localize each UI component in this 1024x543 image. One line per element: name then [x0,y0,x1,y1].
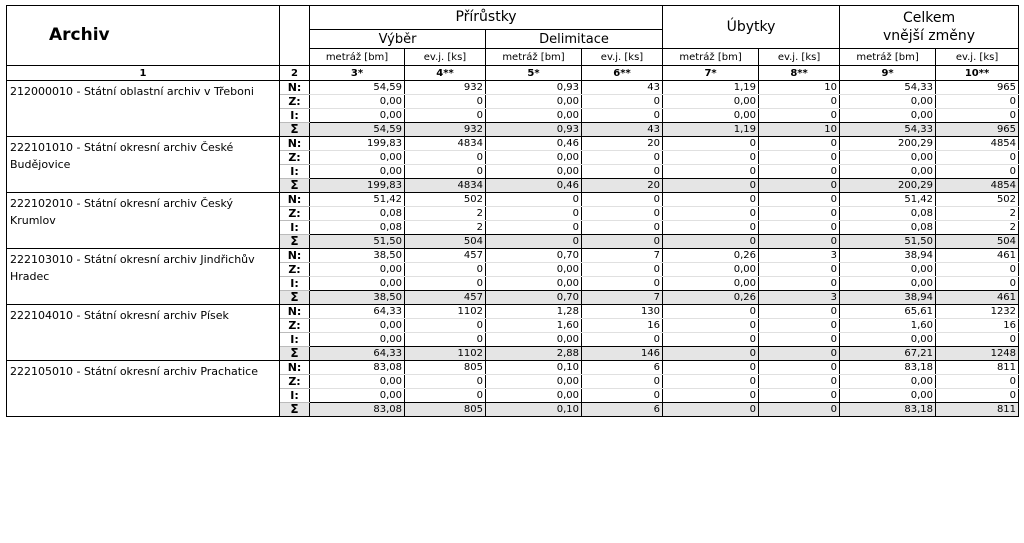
value-cell: 200,29 [840,179,936,193]
value-cell: 200,29 [840,137,936,151]
value-cell: 54,59 [310,123,405,137]
value-cell: 10 [759,123,840,137]
value-cell: 0 [936,389,1019,403]
sum-label: Σ [280,291,310,305]
value-cell: 0 [759,193,840,207]
value-cell: 0 [759,375,840,389]
value-cell: 0,26 [663,249,759,263]
value-cell: 54,59 [310,81,405,95]
value-cell: 10 [759,81,840,95]
value-cell: 4834 [405,179,486,193]
row-type-label: I: [280,165,310,179]
value-cell: 4854 [936,137,1019,151]
archive-name: 222101010 - Státní okresní archiv České Budějovice [7,137,280,193]
value-cell: 0,00 [840,277,936,291]
column-index-row [7,66,1019,81]
value-cell: 0 [582,165,663,179]
column-index: 5* [486,66,582,81]
value-cell: 0,00 [486,95,582,109]
row-type-label: N: [280,249,310,263]
value-cell: 0,08 [840,221,936,235]
sum-label: Σ [280,179,310,193]
value-cell: 0 [663,207,759,221]
value-cell: 7 [582,249,663,263]
value-cell: 0,00 [840,165,936,179]
value-cell: 0 [663,165,759,179]
value-cell: 20 [582,137,663,151]
value-cell: 0,00 [486,389,582,403]
row-type-label: Z: [280,263,310,277]
value-cell: 1232 [936,305,1019,319]
value-cell: 1102 [405,305,486,319]
value-cell: 457 [405,291,486,305]
value-cell: 0 [936,277,1019,291]
value-cell: 0 [405,277,486,291]
value-cell: 965 [936,81,1019,95]
value-cell: 38,94 [840,249,936,263]
value-cell: 0 [405,333,486,347]
value-cell: 51,42 [840,193,936,207]
value-cell: 932 [405,81,486,95]
value-cell: 0,00 [840,109,936,123]
prirustky-header: Přírůstky [310,6,663,30]
value-cell: 4854 [936,179,1019,193]
column-index: 8** [759,66,840,81]
value-cell: 43 [582,123,663,137]
value-cell: 0,00 [310,95,405,109]
value-cell: 0,00 [663,95,759,109]
value-cell: 0 [759,109,840,123]
value-cell: 43 [582,81,663,95]
value-cell: 0,00 [310,389,405,403]
value-cell: 2 [936,207,1019,221]
value-cell: 0,00 [663,277,759,291]
value-cell: 502 [936,193,1019,207]
row-type-label: I: [280,221,310,235]
value-cell: 0,00 [310,151,405,165]
value-cell: 0 [759,165,840,179]
value-cell: 932 [405,123,486,137]
row-type-label: I: [280,333,310,347]
value-cell: 1,28 [486,305,582,319]
value-cell: 83,18 [840,403,936,417]
value-cell: 0 [405,319,486,333]
value-cell: 7 [582,291,663,305]
value-cell: 2 [405,207,486,221]
value-cell: 1,60 [486,319,582,333]
ubytky-header: Úbytky [663,6,840,49]
value-cell: 3 [759,291,840,305]
column-index: 6** [582,66,663,81]
value-cell: 0 [582,207,663,221]
value-cell: 0,08 [310,207,405,221]
value-cell: 0 [663,361,759,375]
sum-label: Σ [280,403,310,417]
row-type-label: N: [280,361,310,375]
value-cell: 0,00 [486,263,582,277]
value-cell: 0,70 [486,291,582,305]
column-index: 1 [7,66,280,81]
value-cell: 54,33 [840,123,936,137]
value-cell: 504 [936,235,1019,249]
column-header: metráž [bm] [486,49,582,66]
value-cell: 0 [759,333,840,347]
archive-name: 222105010 - Státní okresní archiv Prachatice [7,361,280,417]
value-cell: 0,46 [486,179,582,193]
value-cell: 805 [405,361,486,375]
value-cell: 0 [582,333,663,347]
value-cell: 130 [582,305,663,319]
value-cell: 51,42 [310,193,405,207]
archiv-header: Archiv [7,6,280,66]
value-cell: 64,33 [310,305,405,319]
column-header: metráž [bm] [840,49,936,66]
value-cell: 0 [759,319,840,333]
archive-statistics-table [6,5,1019,417]
value-cell: 51,50 [840,235,936,249]
column-index: 9* [840,66,936,81]
value-cell: 0,10 [486,361,582,375]
value-cell: 146 [582,347,663,361]
value-cell: 0,00 [486,109,582,123]
value-cell: 6 [582,403,663,417]
value-cell: 0 [663,305,759,319]
row-type-label: Z: [280,95,310,109]
column-index: 7* [663,66,759,81]
row-type-label: N: [280,305,310,319]
column-header: ev.j. [ks] [936,49,1019,66]
value-cell: 0 [405,109,486,123]
value-cell: 0,00 [486,165,582,179]
column-index: 10** [936,66,1019,81]
value-cell: 0,00 [840,95,936,109]
value-cell: 0,00 [310,333,405,347]
value-cell: 1,19 [663,123,759,137]
column-index: 2 [280,66,310,81]
sum-label: Σ [280,235,310,249]
value-cell: 20 [582,179,663,193]
value-cell: 0 [663,389,759,403]
value-cell: 0 [405,389,486,403]
value-cell: 0,00 [310,165,405,179]
row-type-label: N: [280,81,310,95]
value-cell: 0 [759,221,840,235]
value-cell: 2 [936,221,1019,235]
value-cell: 3 [759,249,840,263]
value-cell: 1,19 [663,81,759,95]
archive-data-row [7,305,1019,319]
value-cell: 0 [936,165,1019,179]
value-cell: 0 [405,263,486,277]
row-type-label: N: [280,193,310,207]
value-cell: 2 [405,221,486,235]
value-cell: 0 [759,305,840,319]
value-cell: 0 [663,375,759,389]
value-cell: 0,00 [310,375,405,389]
value-cell: 0 [759,277,840,291]
value-cell: 83,18 [840,361,936,375]
value-cell: 0,08 [310,221,405,235]
value-cell: 0 [759,179,840,193]
delimitace-header: Delimitace [486,30,663,49]
value-cell: 0,00 [310,319,405,333]
value-cell: 0,00 [840,389,936,403]
value-cell: 0,00 [486,333,582,347]
value-cell: 805 [405,403,486,417]
value-cell: 0 [663,193,759,207]
column-header: metráž [bm] [663,49,759,66]
value-cell: 0 [405,95,486,109]
value-cell: 0 [582,375,663,389]
value-cell: 1248 [936,347,1019,361]
archive-name: 222103010 - Státní okresní archiv Jindřichův Hradec [7,249,280,305]
value-cell: 0 [486,221,582,235]
value-cell: 54,33 [840,81,936,95]
value-cell: 0 [936,375,1019,389]
column-index: 3* [310,66,405,81]
value-cell: 461 [936,249,1019,263]
value-cell: 0 [936,333,1019,347]
value-cell: 0 [759,347,840,361]
value-cell: 0 [936,263,1019,277]
value-cell: 199,83 [310,179,405,193]
value-cell: 0 [759,235,840,249]
value-cell: 16 [936,319,1019,333]
value-cell: 0 [759,403,840,417]
row-type-label: N: [280,137,310,151]
value-cell: 0,00 [663,263,759,277]
value-cell: 0 [663,403,759,417]
archive-data-row [7,81,1019,95]
value-cell: 457 [405,249,486,263]
value-cell: 0 [663,221,759,235]
value-cell: 0 [582,193,663,207]
sum-label: Σ [280,123,310,137]
value-cell: 0 [759,95,840,109]
value-cell: 0 [663,137,759,151]
value-cell: 0 [663,347,759,361]
value-cell: 0 [582,221,663,235]
value-cell: 0,00 [486,375,582,389]
value-cell: 0,00 [310,109,405,123]
value-cell: 0 [663,179,759,193]
archive-name: 222102010 - Státní okresní archiv Český Krumlov [7,193,280,249]
value-cell: 0 [582,389,663,403]
value-cell: 0,08 [840,207,936,221]
row-type-label: I: [280,277,310,291]
column-header: ev.j. [ks] [582,49,663,66]
value-cell: 0,00 [310,277,405,291]
archive-name: 222104010 - Státní okresní archiv Písek [7,305,280,361]
value-cell: 0 [936,151,1019,165]
value-cell: 965 [936,123,1019,137]
row-type-label: Z: [280,151,310,165]
value-cell: 0 [663,235,759,249]
archive-data-row [7,137,1019,151]
value-cell: 0,00 [663,109,759,123]
value-cell: 0 [582,109,663,123]
value-cell: 0 [582,263,663,277]
value-cell: 0,00 [840,375,936,389]
value-cell: 0 [759,361,840,375]
value-cell: 0,26 [663,291,759,305]
value-cell: 0,00 [840,263,936,277]
value-cell: 16 [582,319,663,333]
value-cell: 0,93 [486,123,582,137]
value-cell: 6 [582,361,663,375]
celkem-line2: vnější změny [883,28,976,44]
value-cell: 0 [759,207,840,221]
row-type-label: I: [280,389,310,403]
archive-name: 212000010 - Státní oblastní archiv v Třeboni [7,81,280,137]
value-cell: 0 [486,193,582,207]
value-cell: 4834 [405,137,486,151]
archive-data-row [7,249,1019,263]
value-cell: 83,08 [310,361,405,375]
value-cell: 0 [405,151,486,165]
value-cell: 0 [405,375,486,389]
value-cell: 0 [486,235,582,249]
value-cell: 0 [582,235,663,249]
row-type-label: Z: [280,207,310,221]
value-cell: 0 [759,389,840,403]
value-cell: 811 [936,361,1019,375]
value-cell: 0,93 [486,81,582,95]
value-cell: 38,50 [310,249,405,263]
value-cell: 67,21 [840,347,936,361]
value-cell: 64,33 [310,347,405,361]
vyber-header: Výběr [310,30,486,49]
value-cell: 0 [486,207,582,221]
value-cell: 0,00 [310,263,405,277]
value-cell: 502 [405,193,486,207]
value-cell: 0 [759,151,840,165]
value-cell: 461 [936,291,1019,305]
value-cell: 0 [663,151,759,165]
value-cell: 38,50 [310,291,405,305]
value-cell: 0,00 [486,151,582,165]
value-cell: 199,83 [310,137,405,151]
value-cell: 0 [936,109,1019,123]
value-cell: 65,61 [840,305,936,319]
value-cell: 0 [663,333,759,347]
value-cell: 0 [405,165,486,179]
value-cell: 504 [405,235,486,249]
row-type-label: Z: [280,375,310,389]
row-type-label: Z: [280,319,310,333]
column-header: ev.j. [ks] [405,49,486,66]
value-cell: 0,00 [840,151,936,165]
value-cell: 83,08 [310,403,405,417]
value-cell: 0 [759,137,840,151]
value-cell: 0 [759,263,840,277]
value-cell: 38,94 [840,291,936,305]
value-cell: 2,88 [486,347,582,361]
celkem-line1: Celkem [902,10,956,26]
value-cell: 0,10 [486,403,582,417]
value-cell: 51,50 [310,235,405,249]
value-cell: 0,00 [840,333,936,347]
value-cell: 0 [663,319,759,333]
value-cell: 0 [582,151,663,165]
column-header: metráž [bm] [310,49,405,66]
row-type-label: I: [280,109,310,123]
archive-data-row [7,361,1019,375]
column-header: ev.j. [ks] [759,49,840,66]
value-cell: 0,70 [486,249,582,263]
value-cell: 0 [936,95,1019,109]
value-cell: 0,46 [486,137,582,151]
value-cell: 0 [582,95,663,109]
sum-label: Σ [280,347,310,361]
type-header-blank [280,6,310,66]
archive-data-row [7,193,1019,207]
value-cell: 1,60 [840,319,936,333]
celkem-header [840,6,1019,49]
column-index: 4** [405,66,486,81]
value-cell: 0,00 [486,277,582,291]
value-cell: 811 [936,403,1019,417]
value-cell: 1102 [405,347,486,361]
value-cell: 0 [582,277,663,291]
